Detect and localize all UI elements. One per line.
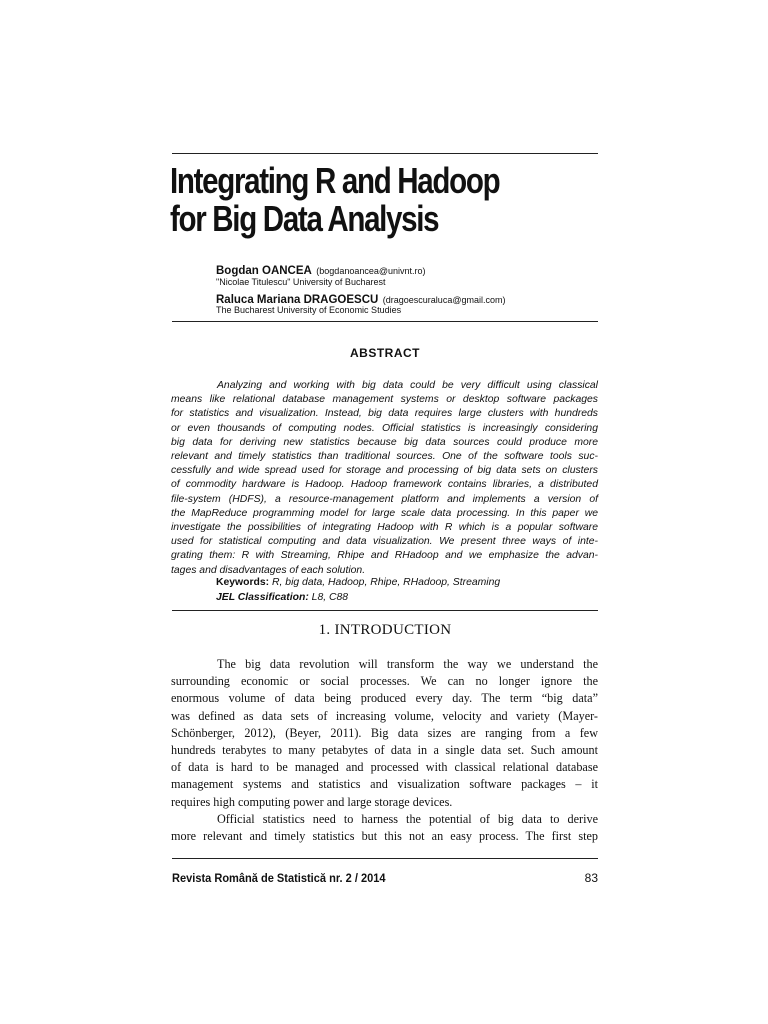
body-line: Official statistics need to harness the potential of big data to derive [217,811,598,826]
journal-name: Revista Română de Statistică nr. 2 / 2014 [172,871,386,885]
body-text [171,656,598,845]
body-line: surrounding economic or social processes. We can no longer ignore the [171,674,598,689]
page-number: 83 [584,871,598,885]
section-heading: 1. INTRODUCTION [318,622,452,638]
abstract-line: the MapReduce programming model for large scale data processing. In this paper we [171,507,598,519]
abstract-line: or even thousands of computing nodes. Official statistics is increasingly considering [171,422,598,434]
abstract-line: tages and disadvantages of each solution. [171,564,366,576]
author-1-name: Bogdan OANCEA [216,265,312,277]
top-rule [172,153,598,154]
body-line: was defined as data sets of increasing volume, velocity and variety (Mayer- [171,708,598,723]
body-line: enormous volume of data being produced every day. The term “big data” [171,691,598,706]
body-line: hundreds terabytes to many petabytes of data in a single data set. Such amount [171,743,598,758]
abstract-line: grating them: R with Streaming, Rhipe and RHadoop and we emphasize the advan- [171,550,598,562]
article-title [170,162,531,238]
title-line-2: for Big Data Analysis [170,198,439,239]
body-line: of data is hard to be managed and processed with classical relational database [171,760,598,775]
keywords-value: R, big data, Hadoop, Rhipe, RHadoop, Streaming [272,577,501,588]
body-line: Schönberger, 2012), (Beyer, 2011). Big data sizes are ranging from a few [171,725,598,740]
body-line: The big data revolution will transform the way we understand the [217,657,598,671]
author-2-email: (dragoescuraluca@gmail.com) [382,295,506,305]
abstract-line: relevant and timely statistics than traditional sources. One of the software tools suc- [171,451,598,463]
abstract-line: means like relational database management systems or desktop software packages [171,394,598,406]
author-1-affiliation: "Nicolae Titulescu" University of Bucharest [216,277,386,287]
abstract-heading: ABSTRACT [350,346,420,360]
abstract-line: investigate the possibilities of integrating Hadoop with R which is a popular software [171,522,598,534]
abstract-line: used for statistical computing and data visualization. We present three ways of inte- [171,536,598,548]
jel-label: JEL Classification: [216,592,309,603]
author-1-email: (bogdanoancea@univnt.ro) [316,266,426,276]
abstract-line: file-system (HDFS), a resource-management platform and implements a version of [171,493,598,505]
abstract-line: for statistics and visualization. Instead, big data requires large clusters with hundreds [171,408,598,420]
body-line: management systems and statistics and visualization software packages – it [171,777,598,792]
jel-value: L8, C88 [311,592,349,603]
keywords [216,577,500,588]
title-line-1: Integrating R and Hadoop [170,160,500,201]
abstract-text [171,379,598,578]
author-2-affiliation: The Bucharest University of Economic Studies [216,305,402,315]
abstract-line: of commodity hardware is Hadoop. Hadoop framework contains libraries, a distributed [171,479,598,491]
abstract-line: big data for deriving new statistics because big data sources could produce more [171,436,598,448]
body-line: more relevant and timely statistics but this not an easy process. The first step [171,829,598,844]
jel-classification [216,592,348,603]
abstract-rule [172,610,598,611]
authors-rule [172,321,598,322]
footer-rule [172,858,598,859]
abstract-line: Analyzing and working with big data could be very difficult using classical [217,380,598,391]
abstract-line: cessfully and wide spread used for storage and processing of big data sets on clusters [171,465,598,477]
author-2-name: Raluca Mariana DRAGOESCU [216,294,379,306]
keywords-label: Keywords: [216,577,270,588]
body-line: requires high computing power and large storage devices. [171,794,453,809]
